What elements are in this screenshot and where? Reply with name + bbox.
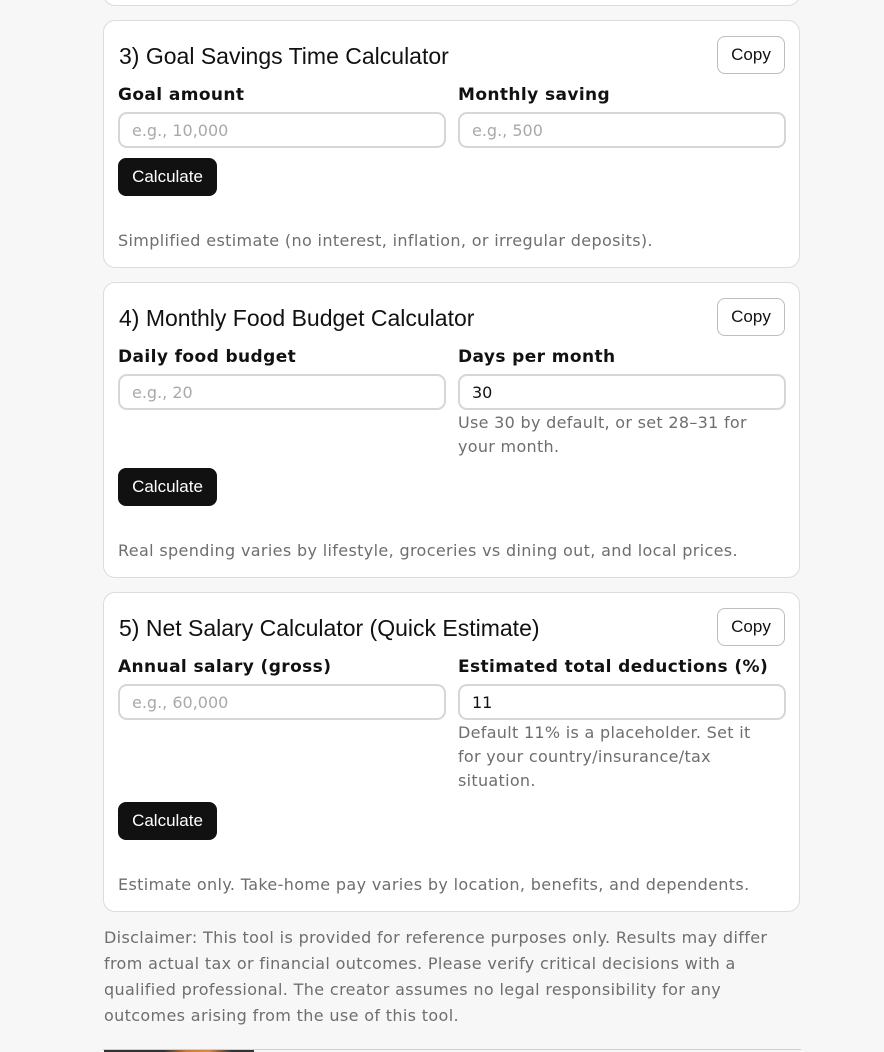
daily-food-budget-label: Daily food budget <box>118 347 297 367</box>
food-budget-calculator-card <box>103 282 800 578</box>
card-note: Simplified estimate (no interest, inflation, or irregular deposits). <box>118 231 653 250</box>
previous-calculator-card <box>103 0 800 6</box>
card-title: 5) Net Salary Calculator (Quick Estimate) <box>119 615 540 641</box>
goal-amount-input[interactable] <box>118 112 446 148</box>
monthly-saving-label: Monthly saving <box>458 85 611 105</box>
days-per-month-help: Use 30 by default, or set 28–31 for your month. <box>458 413 747 456</box>
calculate-button[interactable]: Calculate <box>118 158 217 196</box>
net-salary-calculator-card <box>103 592 800 912</box>
days-per-month-input[interactable] <box>458 374 786 410</box>
deductions-input[interactable] <box>458 684 786 720</box>
calculate-button[interactable]: Calculate <box>118 468 217 506</box>
card-title: 4) Monthly Food Budget Calculator <box>119 305 475 331</box>
copy-button[interactable]: Copy <box>717 608 785 646</box>
deductions-help: Default 11% is a placeholder. Set it for your country/insurance/tax situation. <box>458 723 751 790</box>
card-note: Real spending varies by lifestyle, groceries vs dining out, and local prices. <box>118 541 738 560</box>
goal-savings-calculator-card <box>103 20 800 268</box>
annual-salary-input[interactable] <box>118 684 446 720</box>
calculate-button[interactable]: Calculate <box>118 802 217 840</box>
deductions-label: Estimated total deductions (%) <box>458 657 769 677</box>
copy-button[interactable]: Copy <box>717 36 785 74</box>
copy-button[interactable]: Copy <box>717 298 785 336</box>
card-note: Estimate only. Take-home pay varies by location, benefits, and dependents. <box>118 875 750 894</box>
days-per-month-label: Days per month <box>458 347 616 367</box>
annual-salary-label: Annual salary (gross) <box>118 657 332 677</box>
monthly-saving-input[interactable] <box>458 112 786 148</box>
daily-food-budget-input[interactable] <box>118 374 446 410</box>
goal-amount-label: Goal amount <box>118 85 245 105</box>
disclaimer-text: Disclaimer: This tool is provided for reference purposes only. Results may differ from actual tax or financial outcomes. Please verify critical decisions with a qualified professional. The creator assumes no legal responsibility for any outcomes arising from the use of this tool. <box>104 928 768 1025</box>
card-title: 3) Goal Savings Time Calculator <box>119 43 449 69</box>
